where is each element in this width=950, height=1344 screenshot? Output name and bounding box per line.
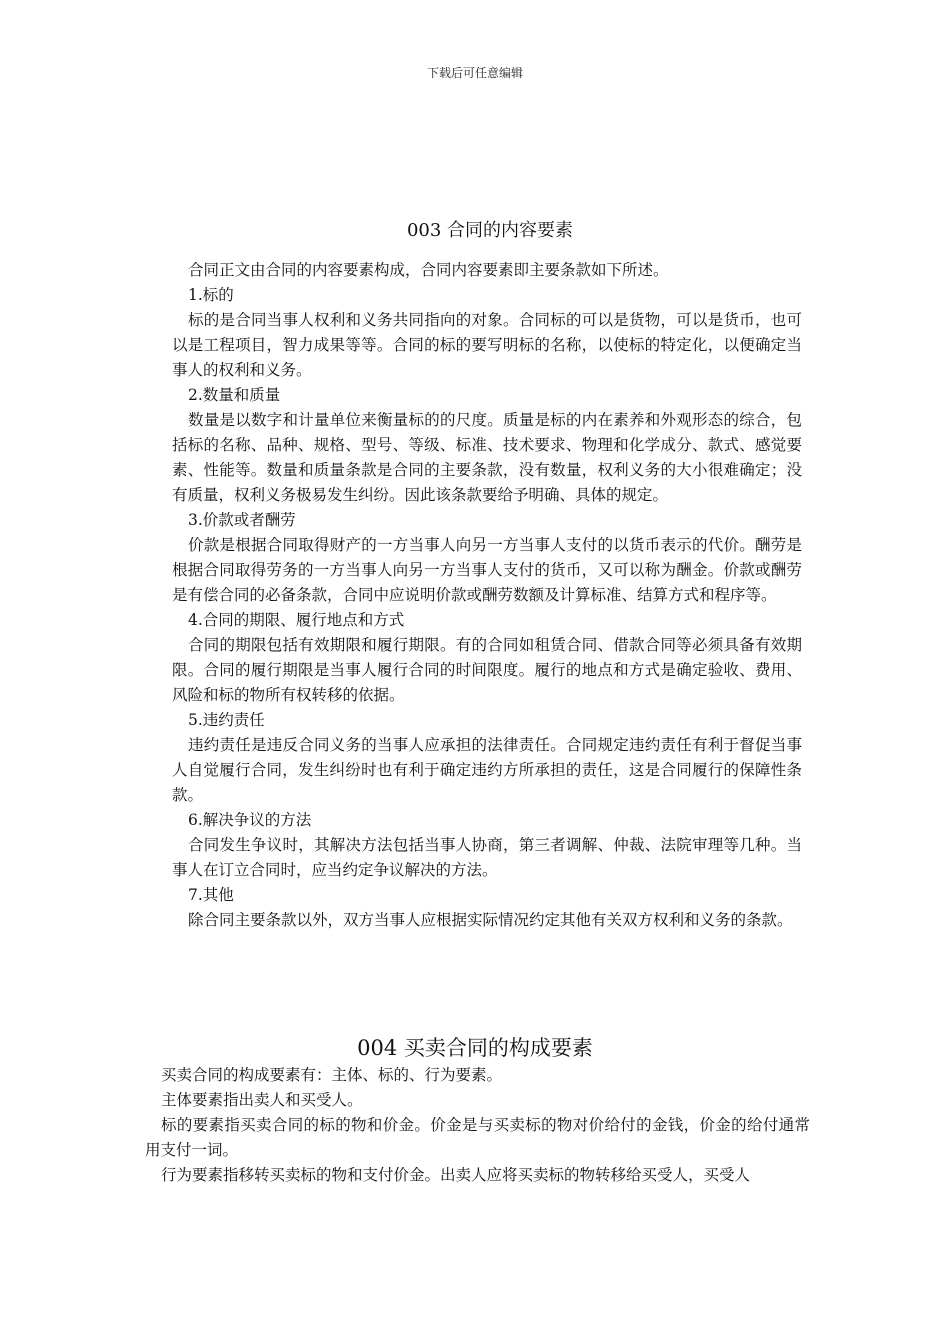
clause-heading: 3.价款或者酬劳: [188, 511, 296, 529]
clause-heading: 1.标的: [188, 286, 234, 304]
clause-paragraph: 合同发生争议时，其解决方法包括当事人协商，第三者调解、仲裁、法院审理等几种。当事人在订立合同时，应当约定争议解决的方法。: [172, 836, 802, 879]
clause-paragraph: 违约责任是违反合同义务的当事人应承担的法律责任。合同规定违约责任有利于督促当事人自觉履行合同，发生纠纷时也有利于确定违约方所承担的责任，这是合同履行的保障性条款。: [172, 736, 802, 804]
intro-paragraph: 合同正文由合同的内容要素构成，合同内容要素即主要条款如下所述。: [188, 261, 669, 279]
clause-paragraph: 数量是以数字和计量单位来衡量标的的尺度。质量是标的内在素养和外观形态的综合，包括标的名称、品种、规格、型号、等级、标准、技术要求、物理和化学成分、款式、感觉要素、性能等。数量和质量条款是合同的主要条款，没有数量，权利义务的大小很难确定；没有质量，权利义务极易发生纠纷。因此该条款要给予明确、具体的规定。: [172, 411, 802, 504]
section-title: 003 合同的内容要素: [406, 220, 574, 241]
clause-heading: 7.其他: [188, 886, 234, 904]
section-body: [145, 1063, 810, 1188]
body-paragraph: 主体要素指出卖人和买受人。: [161, 1091, 363, 1109]
clause-heading: 4.合同的期限、履行地点和方式: [188, 611, 405, 629]
section-body: [172, 258, 802, 933]
body-paragraph: 行为要素指移转买卖标的物和支付价金。出卖人应将买卖标的物转移给买受人，买受人: [161, 1166, 751, 1184]
section-title: 004 买卖合同的构成要素: [357, 1036, 593, 1060]
clause-heading: 6.解决争议的方法: [188, 811, 312, 829]
clause-heading: 2.数量和质量: [188, 386, 281, 404]
page-header-note: 下载后可任意编辑: [426, 66, 523, 80]
clause-paragraph: 除合同主要条款以外，双方当事人应根据实际情况约定其他有关双方权利和义务的条款。: [188, 911, 793, 929]
clause-paragraph: 价款是根据合同取得财产的一方当事人向另一方当事人支付的以货币表示的代价。酬劳是根据合同取得劳务的一方当事人向另一方当事人支付的货币，又可以称为酬金。价款或酬劳是有偿合同的必备条款，合同中应说明价款或酬劳数额及计算标准、结算方式和程序等。: [172, 536, 802, 604]
section-004: [0, 1033, 950, 1188]
section-003: [0, 218, 950, 933]
clause-paragraph: 标的是合同当事人权利和义务共同指向的对象。合同标的可以是货物，可以是货币，也可以是工程项目，智力成果等等。合同的标的要写明标的名称，以使标的特定化，以便确定当事人的权利和义务。: [172, 311, 802, 379]
clause-heading: 5.违约责任: [188, 711, 265, 729]
body-paragraph: 标的要素指买卖合同的标的物和价金。价金是与买卖标的物对价给付的金钱，价金的给付通常用支付一词。: [145, 1116, 810, 1159]
clause-paragraph: 合同的期限包括有效期限和履行期限。有的合同如租赁合同、借款合同等必须具备有效期限。合同的履行期限是当事人履行合同的时间限度。履行的地点和方式是确定验收、费用、风险和标的物所有权转移的依据。: [172, 636, 802, 704]
body-paragraph: 买卖合同的构成要素有：主体、标的、行为要素。: [161, 1066, 503, 1084]
